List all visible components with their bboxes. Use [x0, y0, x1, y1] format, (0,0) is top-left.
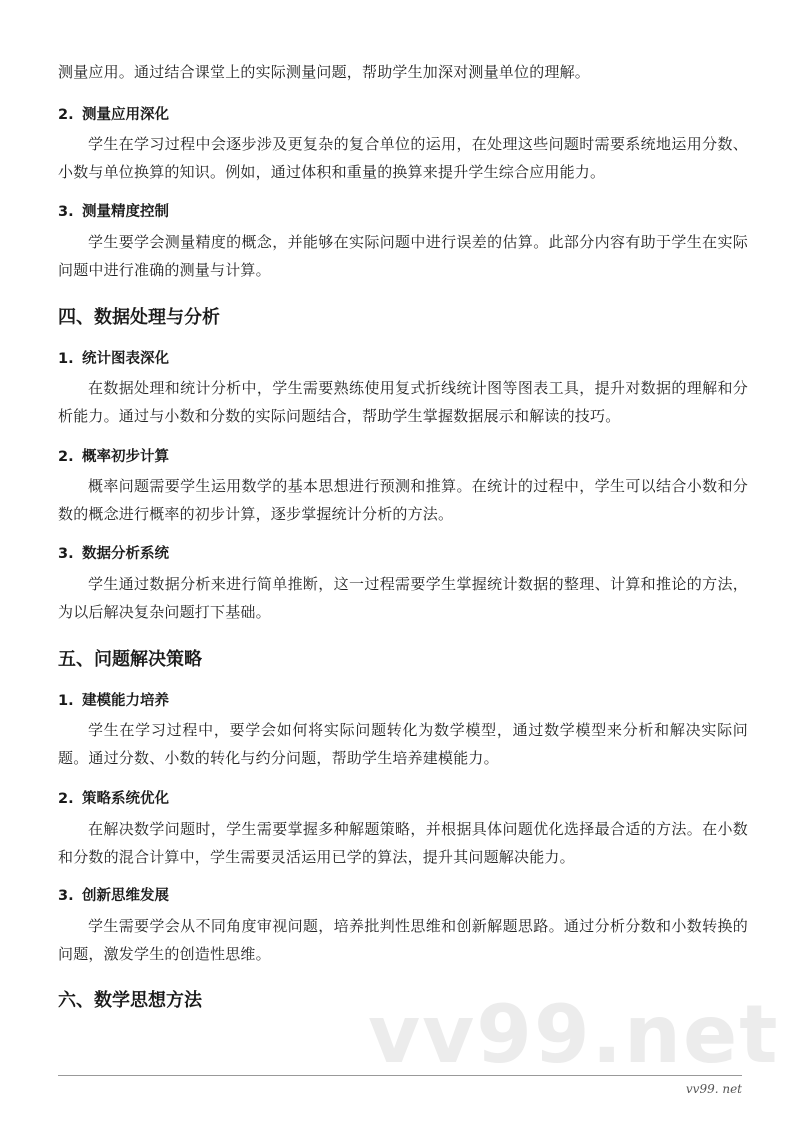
- subheading-number: 3.: [58, 204, 74, 220]
- footer-divider: [58, 1075, 742, 1076]
- subheading-title: 数据分析系统: [82, 546, 169, 562]
- subheading-measure-application: [58, 104, 169, 126]
- section-heading-data-analysis: 四、数据处理与分析: [58, 307, 220, 328]
- paragraph-probability: 概率问题需要学生运用数学的基本思想进行预测和推算。在统计的过程中，学生可以结合小数和分数的概念进行概率的初步计算，逐步掌握统计分析的方法。: [58, 477, 748, 523]
- subheading-probability: [58, 446, 169, 468]
- subheading-number: 2.: [58, 107, 74, 123]
- paragraph-strategy: 在解决数学问题时，学生需要掌握多种解题策略，并根据具体问题优化选择最合适的方法。在小数和分数的混合计算中，学生需要灵活运用已学的算法，提升其问题解决能力。: [58, 820, 748, 866]
- footer-site-name: vv99. net: [685, 1082, 742, 1096]
- subheading-measure-precision: [58, 201, 169, 223]
- subheading-number: 3.: [58, 546, 74, 562]
- subheading-title: 创新思维发展: [82, 888, 169, 904]
- subheading-modeling: [58, 690, 169, 712]
- subheading-number: 1.: [58, 693, 74, 709]
- subheading-number: 2.: [58, 791, 74, 807]
- section-heading-math-thinking: 六、数学思想方法: [58, 990, 202, 1011]
- paragraph-innovation: 学生需要学会从不同角度审视问题，培养批判性思维和创新解题思路。通过分析分数和小数转换的问题，激发学生的创造性思维。: [58, 917, 748, 963]
- subheading-title: 概率初步计算: [82, 449, 169, 465]
- subheading-title: 测量精度控制: [82, 204, 169, 220]
- subheading-number: 3.: [58, 888, 74, 904]
- paragraph-data-analysis-system: 学生通过数据分析来进行简单推断，这一过程需要学生掌握统计数据的整理、计算和推论的方法，为以后解决复杂问题打下基础。: [58, 575, 748, 621]
- subheading-strategy: [58, 788, 169, 810]
- paragraph-measure-application: 学生在学习过程中会逐步涉及更复杂的复合单位的运用，在处理这些问题时需要系统地运用分数、小数与单位换算的知识。例如，通过体积和重量的换算来提升学生综合应用能力。: [58, 135, 748, 181]
- paragraph-chart-deepening: 在数据处理和统计分析中，学生需要熟练使用复式折线统计图等图表工具，提升对数据的理解和分析能力。通过与小数和分数的实际问题结合，帮助学生掌握数据展示和解读的技巧。: [58, 379, 748, 425]
- subheading-innovation: [58, 885, 169, 907]
- subheading-title: 建模能力培养: [82, 693, 169, 709]
- subheading-title: 测量应用深化: [82, 107, 169, 123]
- watermark-logo: vv99.net: [368, 988, 780, 1081]
- subheading-chart-deepening: [58, 348, 169, 370]
- paragraph-measure-precision: 学生要学会测量精度的概念，并能够在实际问题中进行误差的估算。此部分内容有助于学生在实际问题中进行准确的测量与计算。: [58, 233, 748, 279]
- section-heading-problem-solving: 五、问题解决策略: [58, 649, 202, 670]
- subheading-data-analysis-system: [58, 543, 169, 565]
- subheading-title: 统计图表深化: [82, 351, 169, 367]
- paragraph-intro-tail: 测量应用。通过结合课堂上的实际测量问题，帮助学生加深对测量单位的理解。: [58, 63, 591, 81]
- paragraph-modeling: 学生在学习过程中，要学会如何将实际问题转化为数学模型，通过数学模型来分析和解决实际问题。通过分数、小数的转化与约分问题，帮助学生培养建模能力。: [58, 721, 748, 767]
- subheading-number: 1.: [58, 351, 74, 367]
- subheading-number: 2.: [58, 449, 74, 465]
- subheading-title: 策略系统优化: [82, 791, 169, 807]
